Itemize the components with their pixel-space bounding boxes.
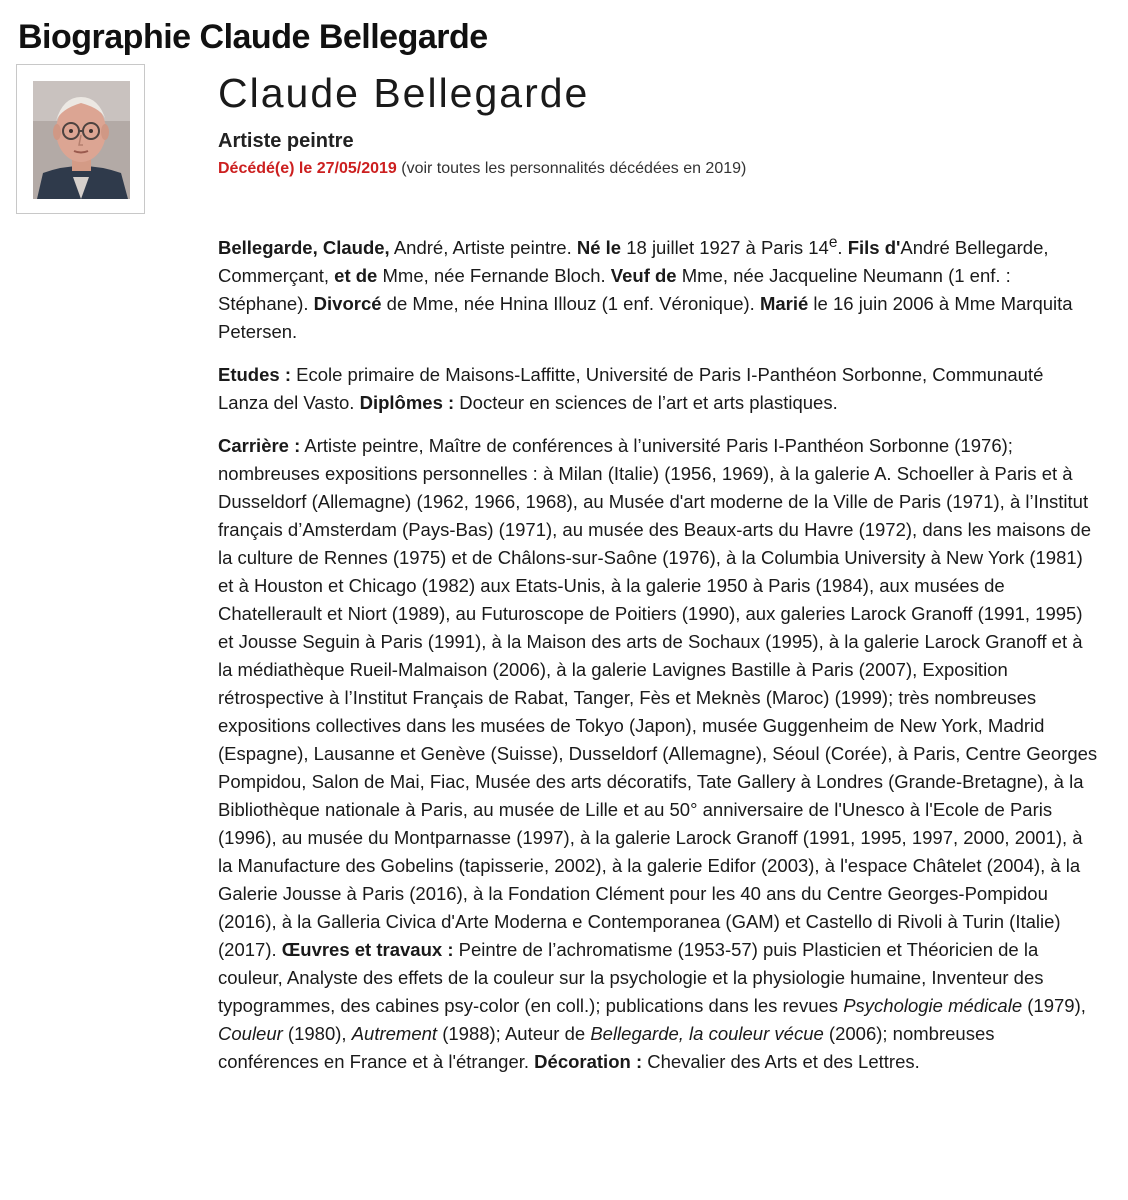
- bio-text: Chevalier des Arts et des Lettres.: [642, 1051, 920, 1073]
- portrait-photo: [16, 64, 145, 214]
- bio-text: Docteur en sciences de l’art et arts plastiques.: [454, 392, 838, 414]
- death-info: [218, 160, 746, 178]
- decoration-label: Décoration :: [534, 1051, 643, 1073]
- and-label: et de: [334, 265, 378, 287]
- bio-text: 18 juillet 1927 à Paris 14: [621, 237, 829, 259]
- publication-title: Couleur: [218, 1023, 283, 1045]
- career-label: Carrière :: [218, 435, 301, 457]
- born-label: Né le: [576, 237, 622, 259]
- name-label: Bellegarde, Claude,: [218, 237, 390, 259]
- portrait-image: [33, 81, 130, 199]
- book-title: Bellegarde, la couleur vécue: [590, 1023, 824, 1045]
- bio-text: (2006); nombreuses conférences en France et à l'étranger.: [218, 1023, 995, 1073]
- profession: Artiste peintre: [218, 130, 354, 152]
- married-label: Marié: [759, 293, 809, 315]
- deceased-year-link[interactable]: (voir toutes les personnalités décédées en 2019): [401, 160, 747, 177]
- bio-text: .: [837, 237, 848, 259]
- divorced-label: Divorcé: [313, 293, 382, 315]
- works-label: Œuvres et travaux :: [281, 939, 454, 961]
- widower-label: Veuf de: [610, 265, 677, 287]
- bio-text: Mme, née Jacqueline Neumann (1 enf. : Stéphane).: [218, 265, 1011, 315]
- bio-text: Peintre de l’achromatisme (1953-57) puis Plasticien et Théoricien de la couleur, Analyste des effets de la couleur sur la psychologie et la physiologie humaine, Inventeur des typogrammes, des cabines psy-color (en coll.); publications dans les revues: [218, 939, 1044, 1017]
- page-title: Biographie Claude Bellegarde: [18, 18, 488, 56]
- son-label: Fils d': [847, 237, 901, 259]
- bio-text: Mme, née Fernande Bloch.: [377, 265, 611, 287]
- studies-label: Etudes :: [218, 364, 291, 386]
- bio-paragraph-identity: [218, 229, 1098, 346]
- bio-text: (1988); Auteur de: [437, 1023, 591, 1045]
- bio-text: le 16 juin 2006 à Mme Marquita Petersen.: [218, 293, 1073, 343]
- publication-title: Psychologie médicale: [843, 995, 1023, 1017]
- biography-text: [218, 229, 1098, 1091]
- bio-text: Artiste peintre, Maître de conférences à l’université Paris I-Panthéon Sorbonne (1976); nombreuses expositions personnelles : à Milan (Italie) (1956, 1969), à la galerie A. Schoeller à Paris et à Dusseldorf (Allemagne) (1962, 1966, 1968), au Musée d'art moderne de la Ville de Paris (1971), à l’Institut français d’Amsterdam (Pays-Bas) (1971), au musée des Beaux-arts du Havre (1972), dans les maisons de la culture de Rennes (1975) et de Châlons-sur-Saône (1976), à la Columbia University à New York (1981) et à Houston et Chicago (1982) aux Etats-Unis, à la galerie 1950 à Paris (1984), aux musées de Chatellerault et Niort (1989), au Futuroscope de Poitiers (1990), aux galeries Larock Granoff (1991, 1995) et Jousse Seguin à Paris (1991), à la Maison des arts de Sochaux (1995), à la galerie Larock Granoff et à la médiathèque Rueil-Malmaison (2006), à la galerie Lavignes Bastille à Paris (2007), Exposition rétrospective à l’Institut Français de Rabat, Tanger, Fès et Meknès (Maroc) (1999); très nombreuses expositions collectives dans les musées de Tokyo (Japon), musée Guggenheim de New York, Madrid (Espagne), Lausanne et Genève (Suisse), Dusseldorf (Allemagne), Séoul (Corée), à Paris, Centre Georges Pompidou, Salon de Mai, Fiac, Musée des arts décoratifs, Tate Gallery à Londres (Grande-Bretagne), à la Bibliothèque nationale à Paris, au musée de Lille et au 50° anniversaire de l'Unesco à l'Ecole de Paris (1996), au musée du Montparnasse (1997), à la galerie Larock Granoff (1991, 1995, 1997, 2000, 2001), à la Manufacture des Gobelins (tapisserie, 2002), à la galerie Edifor (2003), à l'espace Châtelet (2004), à la Galerie Jousse à Paris (2016), à la Fondation Clément pour les 40 ans du Centre Georges-Pompidou (2016), à la Galleria Civica d'Arte Moderna e Contemporanea (GAM) et Castello di Rivoli à Turin (Italie) (2017).: [218, 435, 1098, 961]
- bio-text: Ecole primaire de Maisons-Laffitte, Université de Paris I-Panthéon Sorbonne, Communauté Lanza del Vasto.: [218, 364, 1044, 414]
- bio-paragraph-career: [218, 432, 1098, 1076]
- bio-text: (1979),: [1022, 995, 1086, 1017]
- bio-text: (1980),: [282, 1023, 352, 1045]
- bio-paragraph-studies: [218, 361, 1098, 417]
- death-date: Décédé(e) le 27/05/2019: [218, 160, 397, 177]
- publication-title: Autrement: [351, 1023, 438, 1045]
- bio-text: André, Artiste peintre.: [389, 237, 577, 259]
- person-name: Claude Bellegarde: [218, 70, 590, 116]
- bio-text: de Mme, née Hnina Illouz (1 enf. Véronique).: [381, 293, 760, 315]
- bio-text: André Bellegarde, Commerçant,: [218, 237, 1049, 287]
- bio-superscript: e: [828, 234, 838, 251]
- diplomas-label: Diplômes :: [359, 392, 455, 414]
